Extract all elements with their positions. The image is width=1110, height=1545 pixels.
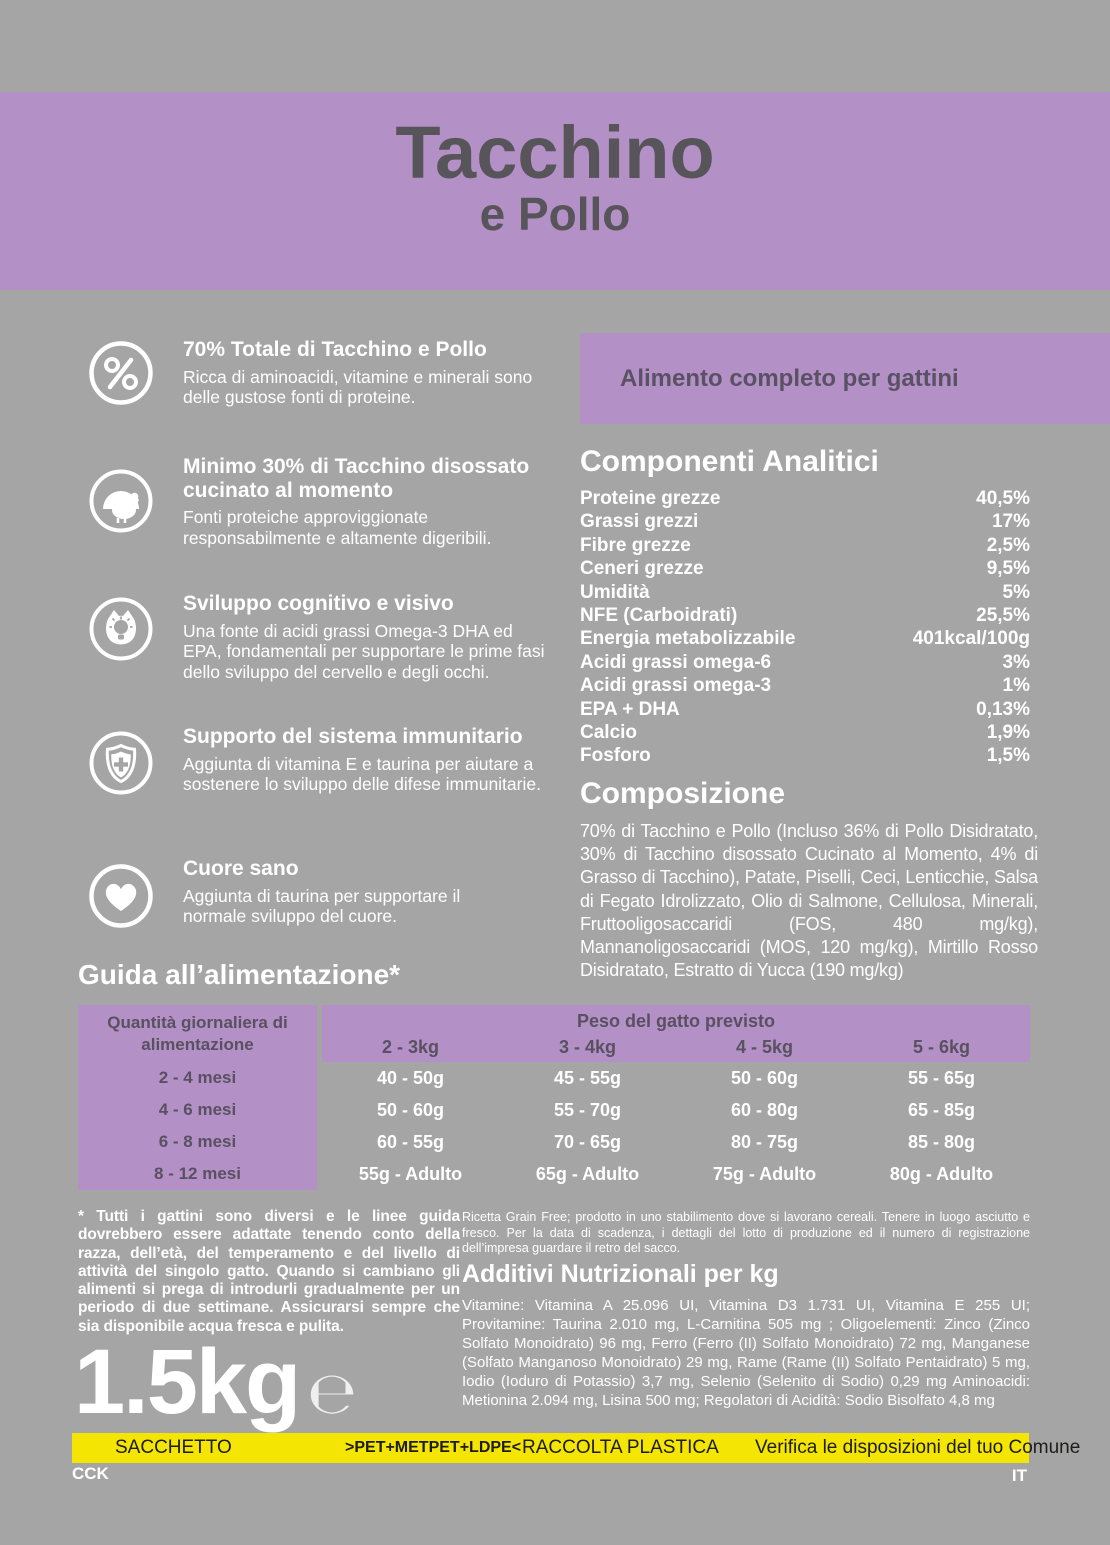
feature-title: Sviluppo cognitivo e visivo — [183, 592, 454, 615]
table-cell: 65g - Adulto — [535, 1164, 640, 1184]
feature-protein — [88, 338, 535, 408]
feature-immune — [88, 725, 575, 796]
table-cell: 70 - 65g — [553, 1132, 622, 1152]
table-cell: 60 - 80g — [730, 1100, 799, 1120]
cat-lightbulb-icon — [88, 596, 154, 662]
feeding-guide-corner-header: Quantità giornaliera di alimentazione — [107, 1013, 288, 1054]
analytics-label: Fosforo — [580, 745, 651, 767]
net-weight-value: 1.5kg — [74, 1331, 300, 1433]
product-subtitle: e Pollo — [479, 188, 631, 240]
analytics-row — [580, 534, 1030, 557]
analytics-value: 401kcal/100g — [912, 628, 1030, 650]
analytics-row — [580, 604, 1030, 627]
table-cell: 80 - 75g — [730, 1132, 799, 1152]
table-row — [322, 1126, 1030, 1158]
analytics-label: Ceneri grezze — [580, 558, 704, 580]
percent-icon — [88, 340, 154, 406]
weight-col: 2 - 3kg — [381, 1037, 440, 1057]
feature-cognitive — [88, 592, 545, 683]
shield-cross-icon — [88, 730, 154, 796]
analytics-value: 40,5% — [976, 488, 1030, 509]
weight-columns — [322, 1037, 1030, 1058]
recycling-item-code: >PET+METPET+LDPE< — [345, 1439, 522, 1456]
analytics-row — [580, 510, 1030, 533]
age-row-label: 2 - 4 mesi — [158, 1068, 237, 1087]
footer-code: CCK — [72, 1464, 109, 1483]
weight-col: 3 - 4kg — [558, 1037, 617, 1057]
analytics-table — [580, 487, 1030, 768]
analytics-value: 0,13% — [976, 698, 1030, 720]
age-row-label: 8 - 12 mesi — [154, 1164, 241, 1183]
analytics-row — [580, 744, 1030, 767]
feeding-guide-title: Guida all’alimentazione* — [78, 959, 401, 990]
feature-body: Fonti proteiche approviggionate responsabilmente e altamente digeribili. — [183, 507, 492, 549]
feature-title: 70% Totale di Tacchino e Pollo — [183, 338, 487, 361]
feeding-guide-data — [322, 1062, 1030, 1190]
table-cell: 40 - 50g — [376, 1068, 445, 1088]
feature-body: Aggiunta di taurina per supportare il normale sviluppo del cuore. — [183, 885, 461, 927]
analytics-label: EPA + DHA — [580, 698, 680, 720]
table-cell: 50 - 60g — [730, 1068, 799, 1088]
recycling-item-material: SACCHETTO — [115, 1437, 232, 1458]
analytics-value: 1,5% — [986, 745, 1030, 767]
analytics-label: Umidità — [580, 581, 650, 603]
table-cell: 55g - Adulto — [358, 1164, 463, 1184]
analytics-row — [580, 487, 1030, 510]
analytics-value: 2,5% — [986, 534, 1030, 556]
weight-header-title: Peso del gatto previsto — [576, 1011, 776, 1031]
storage-note: Ricetta Grain Free; prodotto in uno stabilimento dove si lavorano cereali. Tenere in luogo asciutto e fresco. Per la data di scadenza, i dettagli del lotto di produzione ed il numero di registrazione dell’impresa guardare il retro del sacco. — [462, 1210, 1030, 1256]
complete-food-banner — [580, 333, 1110, 424]
analytics-title: Componenti Analitici — [580, 445, 879, 478]
analytics-label: Calcio — [580, 722, 638, 744]
table-cell: 60 - 55g — [376, 1132, 445, 1152]
recycling-item-collection: RACCOLTA PLASTICA — [522, 1437, 719, 1458]
table-cell: 75g - Adulto — [712, 1164, 817, 1184]
composition-title: Composizione — [580, 777, 786, 810]
analytics-label: Acidi grassi omega-3 — [580, 675, 772, 697]
analytics-row — [580, 627, 1030, 650]
analytics-value: 1% — [1002, 675, 1030, 697]
analytics-label: Energia metabolizzabile — [580, 628, 796, 650]
feature-body: Ricca di aminoacidi, vitamine e minerali sono delle gustose fonti di proteine. — [183, 366, 533, 408]
weight-col: 5 - 6kg — [912, 1037, 971, 1057]
analytics-value: 5% — [1002, 581, 1030, 603]
age-row-label: 6 - 8 mesi — [158, 1132, 237, 1151]
feeding-guide-age-column — [78, 1005, 317, 1190]
analytics-row — [580, 581, 1030, 604]
table-cell: 55 - 70g — [553, 1100, 622, 1120]
table-row — [322, 1094, 1030, 1126]
analytics-value: 17% — [991, 511, 1030, 533]
analytics-label: Acidi grassi omega-6 — [580, 651, 772, 673]
analytics-value: 1,9% — [986, 722, 1030, 744]
recycling-item-note: Verifica le disposizioni del tuo Comune — [755, 1437, 1081, 1458]
turkey-icon — [88, 468, 154, 534]
age-row-label: 4 - 6 mesi — [158, 1100, 237, 1119]
feeding-guide-weight-header — [322, 1005, 1030, 1062]
feature-title: Supporto del sistema immunitario — [183, 725, 523, 748]
net-weight — [74, 1331, 357, 1433]
analytics-label: NFE (Carboidrati) — [580, 605, 738, 627]
analytics-row — [580, 557, 1030, 580]
weight-col: 4 - 5kg — [735, 1037, 794, 1057]
analytics-row — [580, 651, 1030, 674]
feature-turkey — [88, 455, 535, 549]
analytics-value: 9,5% — [986, 558, 1030, 580]
feature-heart — [88, 857, 525, 929]
table-cell: 55 - 65g — [907, 1068, 976, 1088]
table-cell: 45 - 55g — [553, 1068, 622, 1088]
heart-icon — [88, 863, 154, 929]
feature-body: Una fonte di acidi grassi Omega-3 DHA ed EPA, fondamentali per supportare le prime fasi dello sviluppo del cervello e degli occhi. — [183, 620, 545, 682]
feature-title: Cuore sano — [183, 857, 299, 880]
title-band — [0, 92, 1110, 290]
analytics-value: 25,5% — [976, 605, 1030, 627]
feeding-guide-footnote: * Tutti i gattini sono diversi e le linee guida dovrebbero essere adattate tenendo conto della razza, dell’età, del temperamento e del livello di attività del singolo gatto. Quando si cambiano gli alimenti si prega di introdurli gradualmente per un periodo di due settimane. Assicurarsi sempre che sia disponibile acqua fresca e pulita. — [78, 1208, 460, 1335]
table-row — [322, 1158, 1030, 1190]
analytics-row — [580, 674, 1030, 697]
feature-body: Aggiunta di vitamina E e taurina per aiutare a sostenere lo sviluppo delle difese immunitarie. — [183, 753, 541, 795]
feature-title: Minimo 30% di Tacchino disossato cucinato al momento — [183, 455, 530, 502]
table-row — [322, 1062, 1030, 1094]
table-cell: 85 - 80g — [907, 1132, 976, 1152]
analytics-row — [580, 721, 1030, 744]
analytics-label: Proteine grezze — [580, 488, 721, 509]
table-cell: 50 - 60g — [376, 1100, 445, 1120]
additives-body: Vitamine: Vitamina A 25.096 UI, Vitamina D3 1.731 UI, Vitamina E 255 UI; Provitamine: Taurina 2.010 mg, L-Carnitina 505 mg ; Oligoelementi: Zinco (Zinco Solfato Monoidrato) 96 mg, Ferro (Ferro (II) Solfato Monoidrato) 72 mg, Manganese (Solfato Manganoso Monoidrato) 29 mg, Rame (Rame (II) Solfato Pentaidrato) 5 mg, Iodio (Ioduro di Potassio) 3,7 mg, Selenio (Selenito di Sodio) 0,29 mg Aminoacidi: Metionina 2.094 mg, Lisina 500 mg; Regolatori di Acidità: Sodio Bisolfato 4,8 mg — [462, 1297, 1030, 1409]
table-cell: 80g - Adulto — [889, 1164, 994, 1184]
recycling-bar — [72, 1433, 1081, 1463]
analytics-row — [580, 698, 1030, 721]
product-title: Tacchino — [395, 111, 715, 194]
analytics-label: Grassi grezzi — [580, 511, 699, 533]
table-cell: 65 - 85g — [907, 1100, 976, 1120]
analytics-value: 3% — [1002, 651, 1030, 673]
footer-language: IT — [1011, 1466, 1027, 1485]
composition-body: 70% di Tacchino e Pollo (Incluso 36% di Pollo Disidratato, 30% di Tacchino disossato Cucinato al Momento, 4% di Grasso di Tacchino), Patate, Piselli, Ceci, Lenticchie, Salsa di Fegato Idrolizzato, Olio di Salmone, Cellulosa, Minerali, Fruttooligosaccaridi (FOS, 480 mg/kg), Mannanoligosaccaridi (MOS, 120 mg/kg), Mirtillo Rosso Disidratato, Estratto di Yucca (190 mg/kg) — [580, 821, 1038, 981]
estimated-sign: ℮ — [307, 1359, 357, 1427]
complete-food-label: Alimento completo per gattini — [620, 364, 959, 392]
analytics-label: Fibre grezze — [580, 534, 691, 556]
additives-title: Additivi Nutrizionali per kg — [462, 1260, 779, 1288]
